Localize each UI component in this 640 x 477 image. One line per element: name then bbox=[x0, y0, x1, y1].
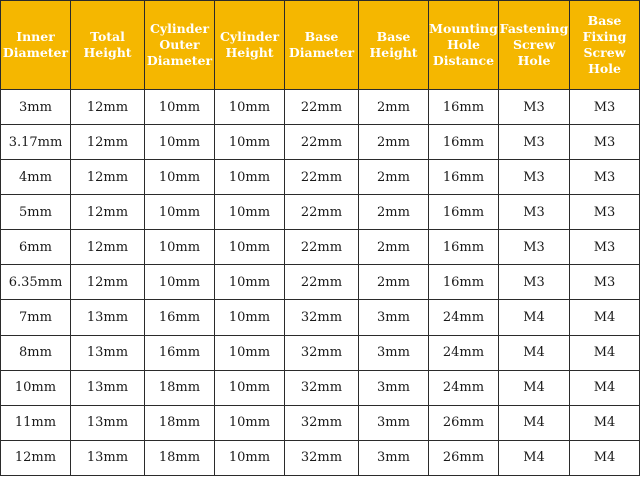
table-cell-base-diameter: 22mm bbox=[285, 265, 359, 300]
header-cell-total-height: Total Height bbox=[71, 1, 145, 90]
table-cell-base-diameter: 22mm bbox=[285, 195, 359, 230]
table-row bbox=[1, 195, 640, 230]
table-cell-inner-diameter: 7mm bbox=[1, 300, 71, 335]
table-cell-cylinder-outer-diameter: 18mm bbox=[145, 440, 215, 475]
table-row bbox=[1, 125, 640, 160]
table-cell-cylinder-outer-diameter: 10mm bbox=[145, 90, 215, 125]
table-cell-cylinder-height: 10mm bbox=[215, 195, 285, 230]
table-cell-cylinder-outer-diameter: 10mm bbox=[145, 265, 215, 300]
table-cell-cylinder-height: 10mm bbox=[215, 230, 285, 265]
table-cell-fastening-screw-hole: M4 bbox=[499, 440, 570, 475]
table-cell-cylinder-height: 10mm bbox=[215, 440, 285, 475]
table-cell-base-diameter: 22mm bbox=[285, 230, 359, 265]
table-cell-mounting-hole-distance: 16mm bbox=[429, 90, 499, 125]
table-cell-inner-diameter: 6mm bbox=[1, 230, 71, 265]
table-cell-base-height: 3mm bbox=[359, 405, 429, 440]
table-cell-mounting-hole-distance: 26mm bbox=[429, 440, 499, 475]
table-cell-base-diameter: 32mm bbox=[285, 405, 359, 440]
table-cell-total-height: 13mm bbox=[71, 335, 145, 370]
table-cell-base-height: 3mm bbox=[359, 335, 429, 370]
table-cell-base-height: 2mm bbox=[359, 265, 429, 300]
table-cell-total-height: 12mm bbox=[71, 125, 145, 160]
table-cell-base-fixing-screw-hole: M4 bbox=[570, 300, 640, 335]
table-cell-fastening-screw-hole: M4 bbox=[499, 370, 570, 405]
table-cell-base-fixing-screw-hole: M4 bbox=[570, 370, 640, 405]
table-cell-inner-diameter: 6.35mm bbox=[1, 265, 71, 300]
table-cell-cylinder-height: 10mm bbox=[215, 335, 285, 370]
table-cell-cylinder-outer-diameter: 10mm bbox=[145, 230, 215, 265]
table-cell-mounting-hole-distance: 16mm bbox=[429, 125, 499, 160]
table-cell-base-height: 3mm bbox=[359, 300, 429, 335]
table-cell-base-diameter: 22mm bbox=[285, 160, 359, 195]
table-cell-base-diameter: 32mm bbox=[285, 440, 359, 475]
table-cell-base-fixing-screw-hole: M3 bbox=[570, 160, 640, 195]
table-cell-base-diameter: 32mm bbox=[285, 335, 359, 370]
table-row bbox=[1, 230, 640, 265]
table-cell-cylinder-outer-diameter: 10mm bbox=[145, 195, 215, 230]
table-cell-fastening-screw-hole: M3 bbox=[499, 90, 570, 125]
table-cell-cylinder-height: 10mm bbox=[215, 300, 285, 335]
table-cell-cylinder-outer-diameter: 16mm bbox=[145, 335, 215, 370]
table-cell-cylinder-outer-diameter: 18mm bbox=[145, 370, 215, 405]
table-cell-base-fixing-screw-hole: M4 bbox=[570, 440, 640, 475]
table-cell-base-diameter: 32mm bbox=[285, 300, 359, 335]
table-cell-base-height: 2mm bbox=[359, 160, 429, 195]
table-cell-cylinder-height: 10mm bbox=[215, 90, 285, 125]
table-cell-total-height: 13mm bbox=[71, 440, 145, 475]
table-cell-base-fixing-screw-hole: M4 bbox=[570, 405, 640, 440]
table-row bbox=[1, 335, 640, 370]
table-cell-fastening-screw-hole: M3 bbox=[499, 265, 570, 300]
table-cell-mounting-hole-distance: 16mm bbox=[429, 265, 499, 300]
table-cell-total-height: 13mm bbox=[71, 405, 145, 440]
table-cell-inner-diameter: 5mm bbox=[1, 195, 71, 230]
table-cell-base-height: 2mm bbox=[359, 125, 429, 160]
table-cell-cylinder-outer-diameter: 16mm bbox=[145, 300, 215, 335]
table-cell-total-height: 13mm bbox=[71, 300, 145, 335]
table-cell-base-fixing-screw-hole: M3 bbox=[570, 90, 640, 125]
table-cell-inner-diameter: 10mm bbox=[1, 370, 71, 405]
table-cell-cylinder-height: 10mm bbox=[215, 125, 285, 160]
table-cell-inner-diameter: 12mm bbox=[1, 440, 71, 475]
table-cell-fastening-screw-hole: M3 bbox=[499, 195, 570, 230]
table-cell-total-height: 12mm bbox=[71, 90, 145, 125]
table-row bbox=[1, 440, 640, 475]
table-cell-total-height: 13mm bbox=[71, 370, 145, 405]
table-cell-base-fixing-screw-hole: M3 bbox=[570, 125, 640, 160]
table-cell-inner-diameter: 8mm bbox=[1, 335, 71, 370]
table-cell-base-fixing-screw-hole: M3 bbox=[570, 265, 640, 300]
table-cell-cylinder-outer-diameter: 10mm bbox=[145, 125, 215, 160]
table-cell-base-height: 2mm bbox=[359, 195, 429, 230]
table-cell-inner-diameter: 3.17mm bbox=[1, 125, 71, 160]
table-cell-total-height: 12mm bbox=[71, 230, 145, 265]
header-cell-fastening-screw-hole: Fastening Screw Hole bbox=[499, 1, 570, 90]
table-cell-total-height: 12mm bbox=[71, 160, 145, 195]
header-cell-cylinder-outer-diameter: Cylinder Outer Diameter bbox=[145, 1, 215, 90]
table-cell-cylinder-height: 10mm bbox=[215, 265, 285, 300]
header-cell-base-diameter: Base Diameter bbox=[285, 1, 359, 90]
table-cell-mounting-hole-distance: 24mm bbox=[429, 335, 499, 370]
table-cell-base-fixing-screw-hole: M4 bbox=[570, 335, 640, 370]
table-cell-inner-diameter: 4mm bbox=[1, 160, 71, 195]
table-cell-base-fixing-screw-hole: M3 bbox=[570, 195, 640, 230]
table-row bbox=[1, 160, 640, 195]
table-cell-base-height: 2mm bbox=[359, 230, 429, 265]
table-cell-base-height: 2mm bbox=[359, 90, 429, 125]
table-cell-fastening-screw-hole: M4 bbox=[499, 405, 570, 440]
table-cell-total-height: 12mm bbox=[71, 265, 145, 300]
header-cell-cylinder-height: Cylinder Height bbox=[215, 1, 285, 90]
table-row bbox=[1, 405, 640, 440]
header-cell-mounting-hole-distance: Mounting Hole Distance bbox=[429, 1, 499, 90]
table-cell-fastening-screw-hole: M4 bbox=[499, 335, 570, 370]
table-cell-cylinder-outer-diameter: 18mm bbox=[145, 405, 215, 440]
table-cell-base-height: 3mm bbox=[359, 370, 429, 405]
table-cell-base-height: 3mm bbox=[359, 440, 429, 475]
table-row bbox=[1, 300, 640, 335]
header-cell-base-fixing-screw-hole: Base Fixing Screw Hole bbox=[570, 1, 640, 90]
table-row bbox=[1, 370, 640, 405]
table-cell-base-diameter: 22mm bbox=[285, 90, 359, 125]
table-cell-base-diameter: 32mm bbox=[285, 370, 359, 405]
table-cell-inner-diameter: 11mm bbox=[1, 405, 71, 440]
header-cell-base-height: Base Height bbox=[359, 1, 429, 90]
table-cell-mounting-hole-distance: 26mm bbox=[429, 405, 499, 440]
table-cell-fastening-screw-hole: M3 bbox=[499, 160, 570, 195]
table-cell-fastening-screw-hole: M4 bbox=[499, 300, 570, 335]
table-row bbox=[1, 90, 640, 125]
table-cell-cylinder-height: 10mm bbox=[215, 370, 285, 405]
table-body bbox=[1, 90, 640, 476]
header-cell-inner-diameter: Inner Diameter bbox=[1, 1, 71, 90]
table-cell-mounting-hole-distance: 16mm bbox=[429, 195, 499, 230]
table-cell-base-diameter: 22mm bbox=[285, 125, 359, 160]
table-cell-mounting-hole-distance: 24mm bbox=[429, 370, 499, 405]
table-cell-mounting-hole-distance: 16mm bbox=[429, 230, 499, 265]
table-cell-base-fixing-screw-hole: M3 bbox=[570, 230, 640, 265]
table-cell-cylinder-outer-diameter: 10mm bbox=[145, 160, 215, 195]
table-cell-cylinder-height: 10mm bbox=[215, 160, 285, 195]
table-cell-fastening-screw-hole: M3 bbox=[499, 125, 570, 160]
table-cell-cylinder-height: 10mm bbox=[215, 405, 285, 440]
table-cell-fastening-screw-hole: M3 bbox=[499, 230, 570, 265]
header-row bbox=[1, 1, 640, 90]
table-cell-total-height: 12mm bbox=[71, 195, 145, 230]
table-cell-mounting-hole-distance: 16mm bbox=[429, 160, 499, 195]
table-row bbox=[1, 265, 640, 300]
table-cell-inner-diameter: 3mm bbox=[1, 90, 71, 125]
table-cell-mounting-hole-distance: 24mm bbox=[429, 300, 499, 335]
